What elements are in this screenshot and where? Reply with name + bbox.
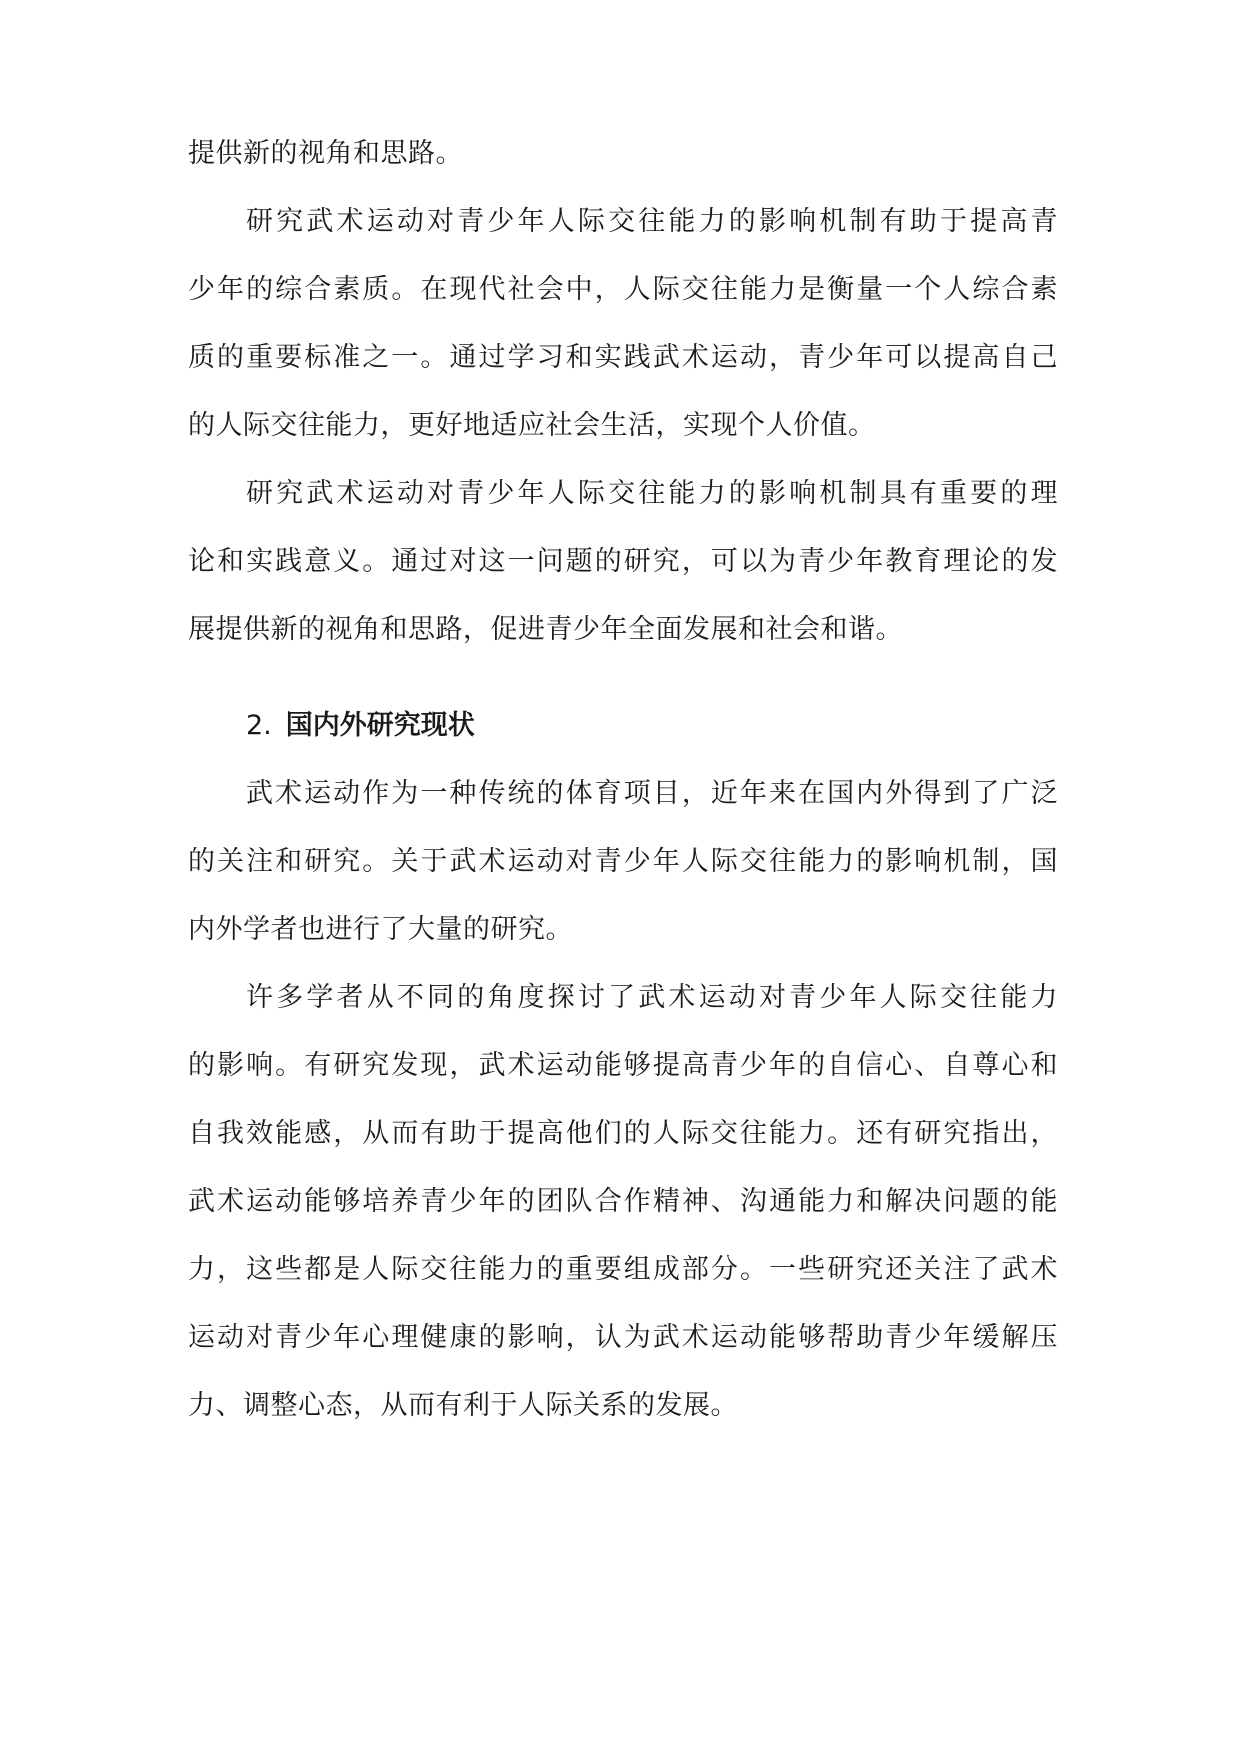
paragraph-line: 展提供新的视角和思路，促进青少年全面发展和社会和谐。 xyxy=(188,614,903,645)
paragraph-line: 力、调整心态，从而有利于人际关系的发展。 xyxy=(188,1390,738,1421)
paragraph-line: 运动对青少年心理健康的影响，认为武术运动能够帮助青少年缓解压 xyxy=(188,1322,1058,1353)
section-heading-title: 国内外研究现状 xyxy=(285,710,475,741)
paragraph-line: 质的重要标准之一。通过学习和实践武术运动，青少年可以提高自己 xyxy=(188,342,1058,373)
paragraph-line: 内外学者也进行了大量的研究。 xyxy=(188,914,573,945)
paragraph-line: 自我效能感，从而有助于提高他们的人际交往能力。还有研究指出， xyxy=(188,1118,1058,1149)
paragraph-line: 研究武术运动对青少年人际交往能力的影响机制具有重要的理 xyxy=(246,478,1058,509)
section-heading xyxy=(246,708,475,744)
paragraph-line: 许多学者从不同的角度探讨了武术运动对青少年人际交往能力 xyxy=(246,982,1058,1013)
paragraph-line: 武术运动作为一种传统的体育项目，近年来在国内外得到了广泛 xyxy=(246,778,1058,809)
paragraph-line: 研究武术运动对青少年人际交往能力的影响机制有助于提高青 xyxy=(246,206,1058,237)
paragraph-line: 论和实践意义。通过对这一问题的研究，可以为青少年教育理论的发 xyxy=(188,546,1058,577)
paragraph-line: 提供新的视角和思路。 xyxy=(188,138,463,169)
paragraph-line: 的影响。有研究发现，武术运动能够提高青少年的自信心、自尊心和 xyxy=(188,1050,1058,1081)
paragraph-line: 少年的综合素质。在现代社会中，人际交往能力是衡量一个人综合素 xyxy=(188,274,1058,305)
section-heading-number: 2. xyxy=(246,710,272,741)
paragraph-line: 力，这些都是人际交往能力的重要组成部分。一些研究还关注了武术 xyxy=(188,1254,1058,1285)
paragraph-line: 的关注和研究。关于武术运动对青少年人际交往能力的影响机制，国 xyxy=(188,846,1058,877)
paragraph-line: 的人际交往能力，更好地适应社会生活，实现个人价值。 xyxy=(188,410,876,441)
paragraph-line: 武术运动能够培养青少年的团队合作精神、沟通能力和解决问题的能 xyxy=(188,1186,1058,1217)
